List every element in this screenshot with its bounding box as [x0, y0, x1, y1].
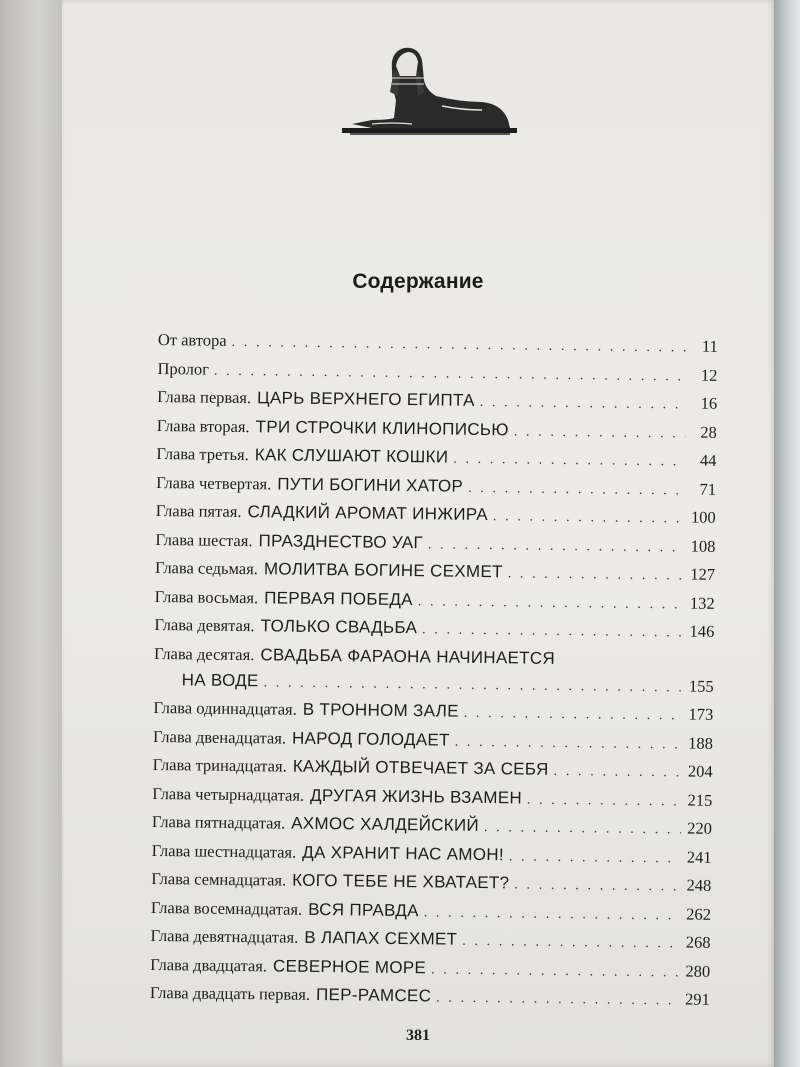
toc-page-number: 146 [689, 621, 715, 641]
chapter-title: ДРУГАЯ ЖИЗНЬ ВЗАМЕН [309, 785, 523, 807]
toc-page-number: 132 [689, 593, 715, 613]
page-number: 381 [406, 1027, 430, 1044]
toc-page-number: 262 [686, 903, 712, 924]
leader-dots [527, 792, 682, 810]
leader-dots [464, 706, 683, 725]
chapter-title: ВСЯ ПРАВДА [308, 899, 419, 920]
chapter-title: ЦАРЬ ВЕРХНЕГО ЕГИПТА [256, 388, 475, 410]
leader-dots [480, 395, 687, 414]
chapter-title: ПЕР-РАМСЕС [315, 984, 432, 1006]
toc-page-number: 291 [685, 989, 710, 1009]
chapter-label: Глава девятнадцатая. [150, 925, 299, 947]
chapter-label: Глава десятая. [153, 643, 255, 664]
toc-page-number: 280 [685, 960, 711, 981]
chapter-label: Глава первая. [157, 386, 252, 408]
chapter-label: Глава четырнадцатая. [152, 783, 305, 805]
toc-page-number: 12 [700, 365, 718, 385]
toc-page-number: 108 [690, 536, 716, 556]
chapter-title: ТОЛЬКО СВАДЬБА [260, 616, 418, 638]
chapter-label: Глава семнадцатая. [151, 868, 287, 890]
toc-page-number: 173 [688, 704, 714, 724]
leader-dots [514, 424, 686, 442]
toc-page-number: 11 [701, 336, 718, 356]
leader-dots [431, 962, 679, 981]
table-of-contents [150, 330, 718, 1018]
leader-dots [509, 849, 681, 867]
toc-page-number: 16 [700, 393, 718, 413]
toc-page-number: 28 [700, 422, 717, 442]
toc-entry [150, 983, 710, 1018]
sphinx-icon [332, 40, 522, 140]
toc-page-number: 155 [688, 676, 714, 696]
toc-page-number: 188 [688, 733, 714, 753]
chapter-label: Глава двадцатая. [150, 954, 268, 975]
book-cover-edge [774, 0, 800, 1067]
leader-dots [428, 537, 685, 556]
leader-dots [436, 990, 679, 1009]
chapter-label: Глава тринадцатая. [152, 754, 287, 776]
toc-page-number: 100 [690, 507, 716, 527]
chapter-label: Глава четвертая. [156, 472, 272, 493]
leader-dots [418, 594, 684, 613]
toc-page-number: 215 [687, 790, 713, 810]
chapter-title: ТРИ СТРОЧКИ КЛИНОПИСЬЮ [255, 416, 509, 439]
chapter-title: ДА ХРАНИТ НАС АМОН! [302, 842, 505, 864]
leader-dots [554, 764, 682, 782]
leader-dots [455, 734, 682, 753]
chapter-title: КОГО ТЕБЕ НЕ ХВАТАЕТ? [292, 870, 510, 893]
leader-dots [264, 675, 683, 696]
chapter-title: СВАДЬБА ФАРАОНА НАЧИНАЕТСЯ [260, 644, 556, 668]
chapter-label: Глава восьмая. [154, 586, 259, 607]
chapter-title: КАЖДЫЙ ОТВЕЧАЕТ ЗА СЕБЯ [292, 756, 549, 779]
chapter-title: КАК СЛУШАЮТ КОШКИ [254, 445, 449, 467]
leader-dots [484, 820, 681, 838]
chapter-label: Глава восемнадцатая. [150, 897, 303, 919]
page-title: Содержание [352, 270, 484, 293]
chapter-title: НАРОД ГОЛОДАЕТ [291, 728, 450, 750]
toc-page-number: 127 [690, 564, 716, 584]
chapter-title: МОЛИТВА БОГИНЕ СЕХМЕТ [263, 559, 503, 582]
toc-page-number: 248 [686, 875, 712, 895]
leader-dots [453, 452, 685, 471]
chapter-label: Глава вторая. [156, 415, 250, 436]
chapter-label: Глава одиннадцатая. [153, 697, 297, 719]
toc-page-number: 44 [699, 450, 717, 470]
toc-page-number: 204 [687, 761, 713, 781]
chapter-title-continuation: НА ВОДЕ [181, 669, 259, 690]
leader-dots [493, 509, 685, 527]
chapter-label: Глава седьмая. [154, 557, 259, 579]
chapter-title: СЛАДКИЙ АРОМАТ ИНЖИРА [247, 502, 489, 525]
book-page [62, 0, 774, 1067]
chapter-title: В ТРОННОМ ЗАЛЕ [302, 699, 459, 721]
leader-dots [508, 566, 684, 584]
leader-dots [214, 363, 687, 385]
chapter-title: АХМОС ХАЛДЕЙСКИЙ [291, 813, 480, 835]
chapter-label: Глава шестнадцатая. [151, 840, 297, 862]
chapter-title: ПРАЗДНЕСТВО УАГ [258, 530, 424, 552]
chapter-label: Глава третья. [156, 443, 249, 465]
leader-dots [424, 905, 680, 924]
toc-page-number: 220 [687, 818, 713, 838]
leader-dots [462, 934, 679, 953]
chapter-title: СЕВЕРНОЕ МОРЕ [272, 955, 427, 977]
toc-page-number: 71 [699, 479, 717, 499]
chapter-label: Глава двадцать первая. [149, 982, 311, 1004]
chapter-label: Глава пятнадцатая. [151, 811, 286, 833]
chapter-label: Глава двенадцатая. [152, 726, 287, 748]
previous-page-edge [0, 0, 62, 1067]
chapter-title: В ЛАПАХ СЕХМЕТ [304, 927, 458, 949]
chapter-label: Пролог [157, 358, 210, 379]
chapter-label: Глава девятая. [154, 614, 255, 636]
leader-dots [514, 877, 680, 895]
leader-dots [232, 335, 687, 357]
chapter-label: Глава пятая. [155, 500, 242, 522]
toc-page-number: 268 [685, 932, 711, 952]
toc-page-number: 241 [686, 847, 712, 867]
chapter-title: ПУТИ БОГИНИ ХАТОР [277, 473, 464, 496]
chapter-title: ПЕРВАЯ ПОБЕДА [264, 587, 413, 609]
chapter-label: Глава шестая. [155, 529, 253, 550]
leader-dots [422, 622, 683, 641]
chapter-label: От автора [157, 330, 227, 350]
leader-dots [468, 480, 685, 499]
